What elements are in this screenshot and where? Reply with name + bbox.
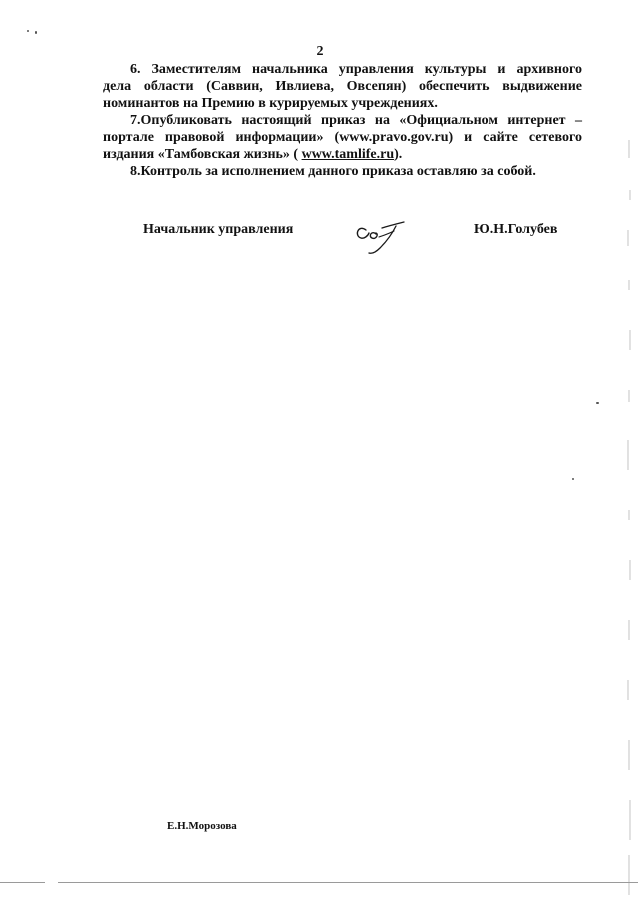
executor-name: Е.Н.Морозова xyxy=(167,820,237,832)
paragraph-7-line-3 xyxy=(103,146,402,163)
signatory-name: Ю.Н.Голубев xyxy=(474,222,558,237)
page-number: 2 xyxy=(316,44,324,59)
scan-edge-marks xyxy=(626,40,636,900)
scan-speck xyxy=(35,31,37,34)
scan-speck xyxy=(596,402,599,404)
publication-suffix: ). xyxy=(394,147,403,162)
bottom-rule-left xyxy=(0,882,45,883)
handwritten-signature xyxy=(352,216,412,258)
bottom-rule xyxy=(58,882,638,883)
paragraph-6-line-2: дела области (Саввин, Ивлиева, Овсепян) обеспечить выдвижение xyxy=(103,79,582,94)
paragraph-8-line-1: 8.Контроль за исполнением данного приказа оставляю за собой. xyxy=(130,164,536,179)
scan-speck xyxy=(572,478,574,480)
tamlife-link[interactable]: www.tamlife.ru xyxy=(301,147,395,162)
paragraph-6-line-3: номинантов на Премию в курируемых учреждениях. xyxy=(103,96,438,111)
paragraph-7-line-1: 7.Опубликовать настоящий приказ на «Официальном интернет – xyxy=(130,113,582,128)
scan-speck xyxy=(27,30,29,32)
paragraph-7-line-2: портале правовой информации» (www.pravo.gov.ru) и сайте сетевого xyxy=(103,130,582,145)
paragraph-6-line-1: 6. Заместителям начальника управления культуры и архивного xyxy=(130,62,582,77)
signatory-title: Начальник управления xyxy=(143,222,294,237)
publication-prefix: издания «Тамбовская жизнь» ( xyxy=(103,147,302,162)
